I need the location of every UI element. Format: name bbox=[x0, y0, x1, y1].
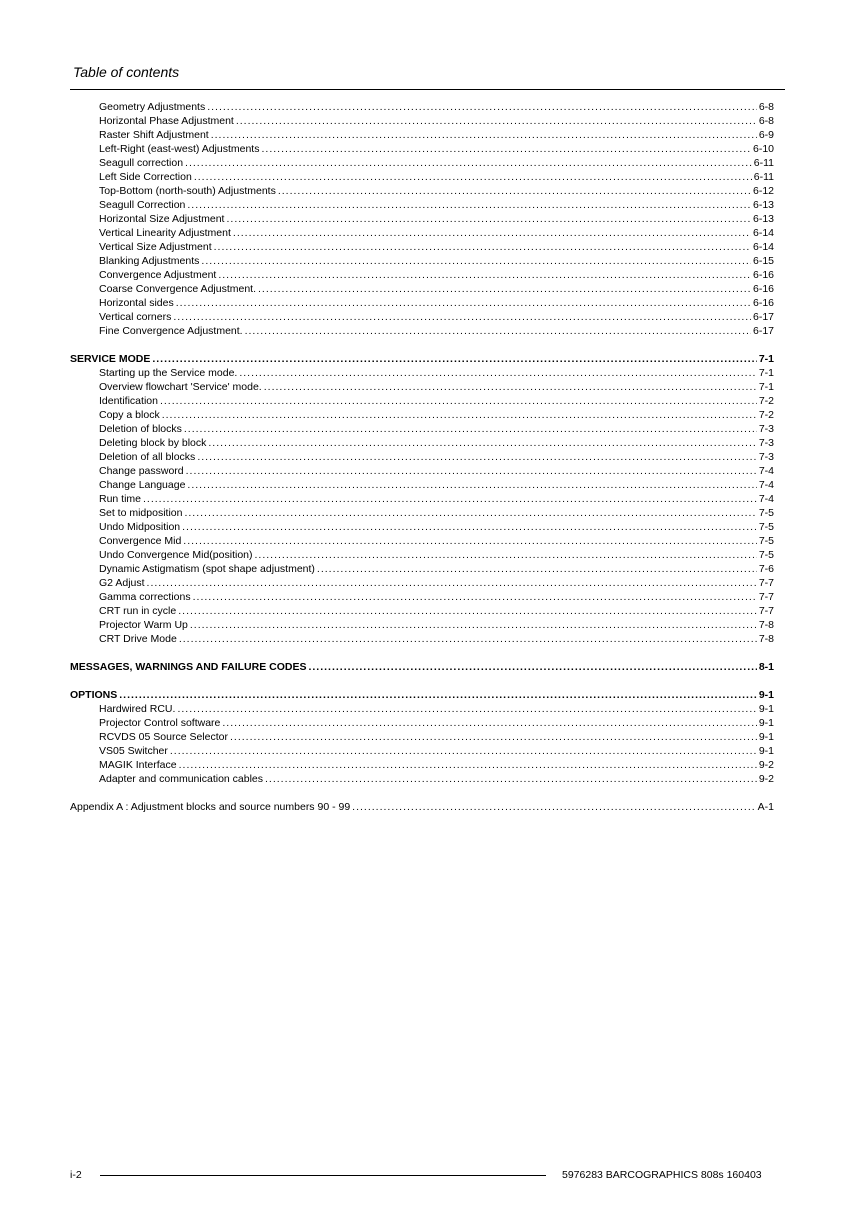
toc-entry-title: Deleting block by block bbox=[99, 437, 207, 449]
toc-entry-page: 7-4 bbox=[758, 479, 774, 491]
toc-entry-title: Deletion of blocks bbox=[99, 423, 182, 435]
toc-entry-page: 6-10 bbox=[752, 143, 774, 155]
toc-entry-title: RCVDS 05 Source Selector bbox=[99, 731, 228, 743]
toc-dot-leader bbox=[214, 240, 751, 254]
toc-entry[interactable] bbox=[70, 758, 774, 772]
section-spacer bbox=[70, 338, 774, 352]
toc-entry-page: 7-2 bbox=[758, 409, 774, 421]
toc-dot-leader bbox=[245, 324, 751, 338]
toc-entry-title: Raster Shift Adjustment bbox=[99, 129, 209, 141]
toc-dot-leader bbox=[143, 492, 757, 506]
toc-dot-leader bbox=[255, 548, 757, 562]
toc-entry[interactable] bbox=[70, 478, 774, 492]
toc-entry-page: A-1 bbox=[757, 801, 774, 813]
toc-entry[interactable] bbox=[70, 534, 774, 548]
toc-entry-title: Blanking Adjustments bbox=[99, 255, 200, 267]
toc-entry[interactable] bbox=[70, 254, 774, 268]
toc-entry-page: 9-1 bbox=[758, 731, 774, 743]
toc-entry[interactable] bbox=[70, 170, 774, 184]
toc-appendix-entry[interactable] bbox=[70, 800, 774, 814]
toc-entry-page: 9-1 bbox=[758, 745, 774, 757]
toc-entry-title: Left Side Correction bbox=[99, 171, 192, 183]
toc-entry-title: Change Language bbox=[99, 479, 186, 491]
toc-dot-leader bbox=[152, 352, 756, 366]
toc-entry-title: Vertical Size Adjustment bbox=[99, 241, 212, 253]
toc-dot-leader bbox=[178, 604, 757, 618]
toc-entry[interactable] bbox=[70, 296, 774, 310]
toc-entry-title: Identification bbox=[99, 395, 158, 407]
toc-dot-leader bbox=[317, 562, 757, 576]
toc-entry[interactable] bbox=[70, 198, 774, 212]
toc-entry-title: Undo Convergence Mid(position) bbox=[99, 549, 253, 561]
toc-dot-leader bbox=[230, 730, 757, 744]
toc-entry-page: 7-6 bbox=[758, 563, 774, 575]
toc-dot-leader bbox=[119, 688, 757, 702]
toc-dot-leader bbox=[184, 422, 757, 436]
toc-entry-title: Dynamic Astigmatism (spot shape adjustment) bbox=[99, 563, 315, 575]
toc-dot-leader bbox=[190, 618, 757, 632]
toc-entry-title: Set to midposition bbox=[99, 507, 183, 519]
toc-entry-title: Starting up the Service mode. bbox=[99, 367, 238, 379]
toc-dot-leader bbox=[193, 590, 757, 604]
toc-entry-title: MAGIK Interface bbox=[99, 759, 177, 771]
toc-dot-leader bbox=[222, 716, 756, 730]
toc-dot-leader bbox=[176, 296, 751, 310]
toc-entry[interactable] bbox=[70, 436, 774, 450]
toc-entry[interactable] bbox=[70, 632, 774, 646]
toc-dot-leader bbox=[226, 212, 751, 226]
toc-entry-page: 6-17 bbox=[752, 325, 774, 337]
toc-entry-title: Projector Control software bbox=[99, 717, 221, 729]
toc-entry-page: 7-7 bbox=[758, 591, 774, 603]
toc-dot-leader bbox=[170, 744, 757, 758]
toc-entry-title: Projector Warm Up bbox=[99, 619, 188, 631]
toc-entry[interactable] bbox=[70, 702, 774, 716]
toc-entry[interactable] bbox=[70, 576, 774, 590]
toc-entry-page: 9-1 bbox=[758, 717, 774, 729]
section-spacer bbox=[70, 646, 774, 660]
toc-entry-page: 6-15 bbox=[752, 255, 774, 267]
toc-dot-leader bbox=[201, 254, 751, 268]
toc-entry-title: Horizontal Size Adjustment bbox=[99, 213, 225, 225]
toc-entry-page: 6-13 bbox=[752, 199, 774, 211]
toc-dot-leader bbox=[186, 464, 757, 478]
toc-entry-page: 7-8 bbox=[758, 619, 774, 631]
toc-entry-title: Change password bbox=[99, 465, 184, 477]
toc-entry-page: 9-1 bbox=[758, 703, 774, 715]
toc-entry-title: Geometry Adjustments bbox=[99, 101, 206, 113]
toc-entry-page: 6-16 bbox=[752, 269, 774, 281]
toc-entry[interactable] bbox=[70, 450, 774, 464]
toc-entry[interactable] bbox=[70, 394, 774, 408]
toc-entry-title: Undo Midposition bbox=[99, 521, 181, 533]
toc-entry-title: Left-Right (east-west) Adjustments bbox=[99, 143, 260, 155]
toc-dot-leader bbox=[258, 282, 751, 296]
toc-entry-page: 6-8 bbox=[758, 101, 774, 113]
toc-entry-page: 6-17 bbox=[752, 311, 774, 323]
toc-entry-title: CRT run in cycle bbox=[99, 605, 177, 617]
toc-dot-leader bbox=[211, 128, 757, 142]
toc-entry-title: Seagull correction bbox=[99, 157, 184, 169]
toc-entry-page: 6-11 bbox=[753, 171, 774, 183]
toc-entry-page: 7-1 bbox=[758, 353, 774, 365]
toc-entry[interactable] bbox=[70, 114, 774, 128]
toc-entry-page: 6-11 bbox=[753, 157, 774, 169]
toc-entry-page: 7-2 bbox=[758, 395, 774, 407]
toc-dot-leader bbox=[233, 226, 751, 240]
toc-entry-page: 7-5 bbox=[758, 535, 774, 547]
toc-entry[interactable] bbox=[70, 212, 774, 226]
toc-dot-leader bbox=[184, 506, 756, 520]
toc-dot-leader bbox=[177, 702, 756, 716]
toc-entry[interactable] bbox=[70, 310, 774, 324]
toc-entry-title: Overview flowchart 'Service' mode. bbox=[99, 381, 262, 393]
toc-dot-leader bbox=[208, 436, 756, 450]
toc-entry-page: 7-4 bbox=[758, 465, 774, 477]
toc-entry-title: G2 Adjust bbox=[99, 577, 145, 589]
toc-entry-page: 9-2 bbox=[758, 759, 774, 771]
toc-entry-title: Convergence Mid bbox=[99, 535, 182, 547]
toc-entry[interactable] bbox=[70, 282, 774, 296]
toc-entry-page: 6-8 bbox=[758, 115, 774, 127]
toc-dot-leader bbox=[179, 758, 757, 772]
table-of-contents bbox=[70, 100, 774, 814]
toc-entry[interactable] bbox=[70, 240, 774, 254]
toc-dot-leader bbox=[173, 310, 751, 324]
toc-entry-page: 6-9 bbox=[758, 129, 774, 141]
toc-entry[interactable] bbox=[70, 590, 774, 604]
toc-entry-title: Deletion of all blocks bbox=[99, 451, 196, 463]
toc-entry-page: 6-16 bbox=[752, 283, 774, 295]
toc-entry-title: CRT Drive Mode bbox=[99, 633, 177, 645]
toc-entry[interactable] bbox=[70, 366, 774, 380]
toc-entry-title: SERVICE MODE bbox=[70, 353, 151, 365]
footer-page-number: i-2 bbox=[70, 1169, 82, 1181]
toc-entry-title: Gamma corrections bbox=[99, 591, 191, 603]
footer-document-id: 5976283 BARCOGRAPHICS 808s 160403 bbox=[562, 1169, 762, 1181]
toc-entry-title: Copy a block bbox=[99, 409, 160, 421]
toc-entry-page: 7-5 bbox=[758, 507, 774, 519]
toc-dot-leader bbox=[207, 100, 757, 114]
toc-entry-page: 8-1 bbox=[758, 661, 774, 673]
toc-section-entry[interactable] bbox=[70, 660, 774, 674]
toc-entry-page: 9-2 bbox=[758, 773, 774, 785]
toc-dot-leader bbox=[278, 184, 751, 198]
toc-entry[interactable] bbox=[70, 730, 774, 744]
toc-entry[interactable] bbox=[70, 506, 774, 520]
toc-dot-leader bbox=[197, 450, 757, 464]
toc-entry[interactable] bbox=[70, 422, 774, 436]
toc-entry-title: Vertical corners bbox=[99, 311, 172, 323]
toc-entry[interactable] bbox=[70, 324, 774, 338]
toc-entry[interactable] bbox=[70, 128, 774, 142]
toc-dot-leader bbox=[187, 198, 751, 212]
toc-dot-leader bbox=[187, 478, 756, 492]
toc-entry[interactable] bbox=[70, 744, 774, 758]
toc-entry-title: Run time bbox=[99, 493, 142, 505]
toc-entry[interactable] bbox=[70, 562, 774, 576]
toc-entry[interactable] bbox=[70, 464, 774, 478]
toc-dot-leader bbox=[308, 660, 756, 674]
toc-entry-page: 6-13 bbox=[752, 213, 774, 225]
page-header-title: Table of contents bbox=[73, 64, 180, 80]
toc-entry-page: 6-12 bbox=[752, 185, 774, 197]
toc-entry-title: OPTIONS bbox=[70, 689, 118, 701]
toc-entry-title: VS05 Switcher bbox=[99, 745, 168, 757]
toc-entry[interactable] bbox=[70, 408, 774, 422]
toc-dot-leader bbox=[183, 534, 757, 548]
toc-entry-page: 7-7 bbox=[758, 577, 774, 589]
footer-divider bbox=[100, 1175, 546, 1176]
toc-entry-title: Coarse Convergence Adjustment. bbox=[99, 283, 257, 295]
section-spacer bbox=[70, 786, 774, 800]
toc-dot-leader bbox=[194, 170, 752, 184]
toc-entry-page: 7-5 bbox=[758, 521, 774, 533]
toc-entry-page: 6-14 bbox=[752, 227, 774, 239]
toc-entry[interactable] bbox=[70, 772, 774, 786]
toc-entry-page: 7-3 bbox=[758, 437, 774, 449]
toc-dot-leader bbox=[160, 394, 757, 408]
toc-entry-page: 7-1 bbox=[758, 381, 774, 393]
toc-entry-page: 7-4 bbox=[758, 493, 774, 505]
toc-entry-title: Adapter and communication cables bbox=[99, 773, 264, 785]
toc-entry-title: MESSAGES, WARNINGS AND FAILURE CODES bbox=[70, 661, 307, 673]
toc-dot-leader bbox=[236, 114, 757, 128]
toc-entry-page: 6-16 bbox=[752, 297, 774, 309]
toc-entry[interactable] bbox=[70, 604, 774, 618]
toc-dot-leader bbox=[185, 156, 752, 170]
toc-entry-page: 7-5 bbox=[758, 549, 774, 561]
toc-entry-title: Vertical Linearity Adjustment bbox=[99, 227, 231, 239]
toc-dot-leader bbox=[265, 772, 757, 786]
toc-entry[interactable] bbox=[70, 380, 774, 394]
toc-entry-page: 7-7 bbox=[758, 605, 774, 617]
toc-dot-leader bbox=[239, 366, 756, 380]
toc-entry[interactable] bbox=[70, 184, 774, 198]
toc-entry-title: Convergence Adjustment bbox=[99, 269, 217, 281]
toc-entry-page: 6-14 bbox=[752, 241, 774, 253]
toc-section-entry[interactable] bbox=[70, 688, 774, 702]
toc-dot-leader bbox=[264, 380, 757, 394]
toc-entry[interactable] bbox=[70, 492, 774, 506]
toc-entry-title: Hardwired RCU. bbox=[99, 703, 176, 715]
toc-entry-title: Horizontal Phase Adjustment bbox=[99, 115, 234, 127]
toc-entry[interactable] bbox=[70, 156, 774, 170]
toc-entry[interactable] bbox=[70, 716, 774, 730]
toc-dot-leader bbox=[218, 268, 751, 282]
toc-dot-leader bbox=[182, 520, 757, 534]
toc-dot-leader bbox=[261, 142, 751, 156]
toc-entry-title: Fine Convergence Adjustment. bbox=[99, 325, 243, 337]
toc-entry-page: 7-3 bbox=[758, 423, 774, 435]
toc-dot-leader bbox=[179, 632, 757, 646]
toc-entry-page: 7-1 bbox=[758, 367, 774, 379]
toc-entry[interactable] bbox=[70, 548, 774, 562]
toc-entry-title: Appendix A : Adjustment blocks and source numbers 90 - 99 bbox=[70, 801, 351, 813]
toc-section-entry[interactable] bbox=[70, 352, 774, 366]
header-divider bbox=[70, 89, 785, 90]
section-spacer bbox=[70, 674, 774, 688]
toc-entry[interactable] bbox=[70, 618, 774, 632]
toc-entry-title: Top-Bottom (north-south) Adjustments bbox=[99, 185, 276, 197]
toc-entry-page: 7-8 bbox=[758, 633, 774, 645]
toc-entry[interactable] bbox=[70, 268, 774, 282]
toc-entry[interactable] bbox=[70, 100, 774, 114]
toc-entry-page: 9-1 bbox=[758, 689, 774, 701]
toc-dot-leader bbox=[147, 576, 757, 590]
toc-entry-title: Seagull Correction bbox=[99, 199, 186, 211]
toc-dot-leader bbox=[352, 800, 755, 814]
toc-entry[interactable] bbox=[70, 226, 774, 240]
toc-entry-title: Horizontal sides bbox=[99, 297, 174, 309]
toc-entry-page: 7-3 bbox=[758, 451, 774, 463]
toc-entry[interactable] bbox=[70, 142, 774, 156]
toc-entry[interactable] bbox=[70, 520, 774, 534]
toc-dot-leader bbox=[162, 408, 757, 422]
